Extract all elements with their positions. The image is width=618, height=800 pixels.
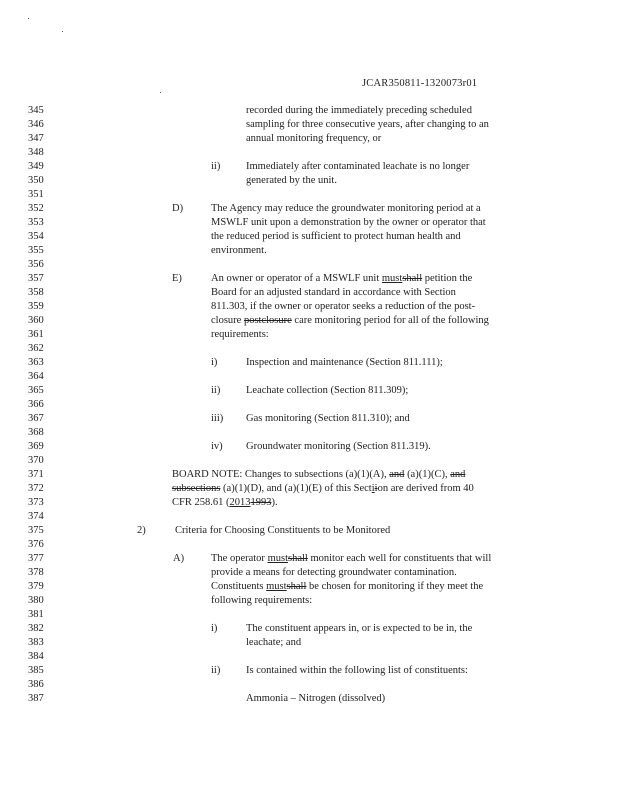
line-number: 378 [28,567,44,578]
line-number: 369 [28,441,44,452]
document-id: JCAR350811-1320073r01 [362,78,478,89]
line-number: 383 [28,637,44,648]
subsection-marker: ii) [211,385,221,396]
line-number: 349 [28,161,44,172]
line-number: 352 [28,203,44,214]
line-number: 351 [28,189,44,200]
deleted-text: postclosure [243,315,292,326]
line-number: 368 [28,427,44,438]
inserted-text: must [266,581,287,592]
line-number: 350 [28,175,44,186]
deleted-text: subsections [172,483,221,494]
line-number: 345 [28,105,44,116]
text-line: sampling for three consecutive years, after changing to an [246,119,489,130]
deleted-text: shall [286,581,307,592]
scan-speck [160,92,161,93]
text-line: The constituent appears in, or is expected to be in, the [246,623,473,634]
line-number: 384 [28,651,44,662]
deleted-text: 1993 [250,497,272,508]
deleted-text: and [389,469,405,480]
line-number: 354 [28,231,44,242]
line-number: 375 [28,525,44,536]
line-number: 355 [28,245,44,256]
text-line: Constituents mustshall be chosen for monitoring if they meet the [211,581,484,592]
text-line: Ammonia – Nitrogen (dissolved) [246,693,386,704]
section-heading: Criteria for Choosing Constituents to be Monitored [175,525,391,536]
inserted-text: 2013 [229,497,251,508]
line-number: 380 [28,595,44,606]
text-line: Leachate collection (Section 811.309); [246,385,409,396]
text-line: annual monitoring frequency, or [246,133,382,144]
subsection-marker: i) [211,357,218,368]
subsection-marker: ii) [211,161,221,172]
subsection-marker: A) [173,553,185,564]
line-number: 371 [28,469,44,480]
line-number: 387 [28,693,44,704]
text-line: leachate; and [246,637,302,648]
text-line: recorded during the immediately preceding scheduled [246,105,472,116]
subsection-marker: ii) [211,665,221,676]
text-line: provide a means for detecting groundwater contamination. [211,567,457,578]
line-number: 360 [28,315,44,326]
line-number: 362 [28,343,44,354]
line-number: 353 [28,217,44,228]
line-number: 365 [28,385,44,396]
text-line: Inspection and maintenance (Section 811.111); [246,357,443,368]
deleted-text: shall [287,553,308,564]
line-number: 382 [28,623,44,634]
subsection-marker: D) [172,203,184,214]
inserted-text: must [381,273,403,284]
line-number: 372 [28,483,44,494]
scan-speck [62,31,63,32]
inserted-text: i [371,483,375,494]
line-number: 357 [28,273,44,284]
board-note: BOARD NOTE: Changes to subsections (a)(1)(A), and (a)(1)(C), and [172,469,466,480]
text-line: closure postclosure care monitoring period for all of the following [211,315,489,326]
subsection-marker: iv) [211,441,223,452]
deleted-text: i [374,483,378,494]
subsection-marker: 2) [137,525,146,536]
board-note: CFR 258.61 (20131993). [172,497,278,508]
line-number: 363 [28,357,44,368]
text-line: requirements: [211,329,269,340]
text-line: The operator mustshall monitor each well for constituents that will [211,553,492,564]
deleted-text: shall [402,273,423,284]
board-note: subsections (a)(1)(D), and (a)(1)(E) of this Sectiion are derived from 40 [172,483,474,494]
text-line: Is contained within the following list of constituents: [246,665,468,676]
line-number: 364 [28,371,44,382]
line-number: 386 [28,679,44,690]
text-line: following requirements: [211,595,313,606]
line-number: 377 [28,553,44,564]
text-line: environment. [211,245,267,256]
line-number: 359 [28,301,44,312]
line-number: 373 [28,497,44,508]
subsection-marker: iii) [211,413,224,424]
inserted-text: must [267,553,288,564]
text-line: The Agency may reduce the groundwater monitoring period at a [211,203,481,214]
text-line: generated by the unit. [246,175,337,186]
line-number: 367 [28,413,44,424]
subsection-marker: E) [172,273,182,284]
text-line: Immediately after contaminated leachate is no longer [246,161,470,172]
line-number: 361 [28,329,44,340]
line-number: 374 [28,511,44,522]
text-line: MSWLF unit upon a demonstration by the owner or operator that [211,217,486,228]
text-line: Gas monitoring (Section 811.310); and [246,413,410,424]
deleted-text: and [450,469,466,480]
subsection-marker: i) [211,623,218,634]
line-number: 366 [28,399,44,410]
text-line: An owner or operator of a MSWLF unit mustshall petition the [211,273,473,284]
line-number: 385 [28,665,44,676]
line-number: 346 [28,119,44,130]
text-line: 811.303, if the owner or operator seeks a reduction of the post- [211,301,476,312]
line-number: 348 [28,147,44,158]
text-line: Board for an adjusted standard in accordance with Section [211,287,456,298]
line-number: 370 [28,455,44,466]
scan-speck [28,18,29,19]
line-number: 358 [28,287,44,298]
line-number: 381 [28,609,44,620]
line-number: 379 [28,581,44,592]
text-line: the reduced period is sufficient to protect human health and [211,231,461,242]
line-number: 376 [28,539,44,550]
text-line: Groundwater monitoring (Section 811.319). [246,441,431,452]
line-number: 356 [28,259,44,270]
line-number: 347 [28,133,44,144]
